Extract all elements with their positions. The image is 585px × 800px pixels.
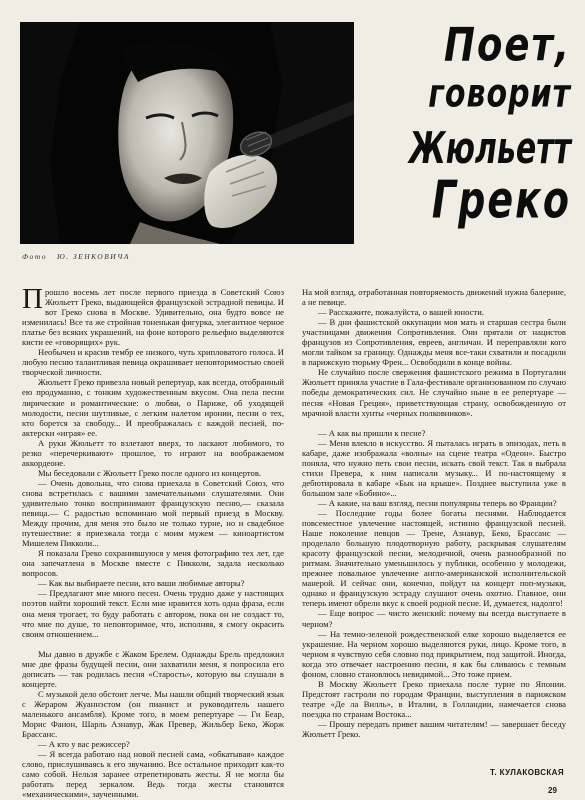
paragraph-text: Мы беседовали с Жюльетт Греко после одного из концертов. xyxy=(38,467,262,478)
paragraph xyxy=(302,629,566,679)
paragraph xyxy=(22,283,284,348)
paragraph-text: Жюльетт Греко привезла новый репертуар, как всегда, отобранный ею продуманно, с тонким художественным вкусом. Она пела песни лирические и романтические: о любви, о Париже, об уходящей молодости, песни шутливые, с легким налетом иронии, песни о тех, кто борется за свободу... И преображалась с каждой песней, по-актерски «играя» ее. xyxy=(22,377,284,438)
paragraph xyxy=(22,578,284,588)
paragraph xyxy=(302,438,566,498)
paragraph xyxy=(302,287,566,307)
paragraph-text: Необычен и красив тембр ее низкого, чуть хрипловатого голоса. И любую песню талантливая певица окрашивает неповторимостью своей творческой личности. xyxy=(22,347,284,378)
photo-image xyxy=(20,22,354,244)
paragraph xyxy=(22,468,284,478)
title-line-4: Греко xyxy=(431,170,571,230)
paragraph-text: — В дни фашистской оккупации моя мать и старшая сестра были участницами движения Сопротивления. Они прятали от нацистов французов из Сопротивления, евреев, англичан. И переправляли кого могли тайком за границу. Однажды меня все-таки схватили и посадили в парижскую тюрьму Френ... Освободили в конце войны. xyxy=(302,317,566,368)
paragraph xyxy=(22,588,284,638)
page-number: 29 xyxy=(548,786,557,795)
paragraph-text: — А какие, на ваш взгляд, песни популярны теперь во Франции? xyxy=(318,497,557,508)
paragraph-text: — Последние годы более богаты песнями. Наблюдается повсеместное увлечение настоящей, истинно французской песней. Наше поколение певцов — Трене, Азнавур, Беко, Брассанс — проделало большую плодотворную работу, раскрывая слушателям красоту французской песни, мелодичной, очень разнообразной по ритмам. Значительно уменьшилось у публики, особенно у молодежи, прежнее повальное увлечение англо-американской исполнительской манерой. И сейчас они, конечно, пойдут на концерт поп-музыки, однако и французскую эстраду слушают очень охотно. Главное, они теперь имеют обрели вкус к своей родной песне. И, думается, надолго! xyxy=(302,507,566,609)
paragraph xyxy=(302,428,566,438)
article-column-left xyxy=(22,283,284,800)
paragraph xyxy=(302,307,566,317)
paragraph-text: Мы давно в дружбе с Жаком Брелем. Однажды Брель предложил мне две фразы будущей песни, они захватили меня, я попросила его дописать — так родилась песня «Старость», которую вы слушали в концерте. xyxy=(22,648,284,689)
paragraph xyxy=(22,749,284,799)
paragraph xyxy=(22,739,284,749)
paragraph-text: — Как вы выбираете песни, кто ваши любимые авторы? xyxy=(38,578,245,589)
paragraph-text: — А как вы пришли к песне? xyxy=(318,427,426,438)
paragraph xyxy=(302,719,566,739)
paragraph xyxy=(22,548,284,578)
photo-singer-with-microphone xyxy=(20,22,354,244)
photo-credit-name: Ю. ЗЕНКОВИЧА xyxy=(56,252,130,261)
paragraph xyxy=(302,508,566,608)
paragraph-gap xyxy=(22,639,284,649)
paragraph-text: — Я всегда работаю над новой песней сама, «обкатывая» каждое слово, прислушиваясь к его звучанию. Все остальное приходит как-то само собой. Нельзя заранее отрепетировать жесты. Я не могла бы работать перед зеркалом. Ведь тогда жесты становятся «механическими», заученными. xyxy=(22,749,284,800)
paragraph xyxy=(22,649,284,689)
article-author: Т. КУЛАКОВСКАЯ xyxy=(490,768,564,777)
paragraph xyxy=(302,608,566,628)
paragraph-text: Я показала Греко сохранившуюся у меня фотографию тех лет, где она запечатлена в Москве вместе с Пикколи, задала несколько вопросов. xyxy=(22,548,284,579)
paragraph-text: — А кто у вас режиссер? xyxy=(38,739,130,750)
paragraph-text: — Предлагают мне много песен. Очень трудно даже у настоящих поэтов найти хороший текст. Если мне нравится хоть одна фраза, если она меня трогает, то буду работать с автором, пока он не создаст то, что мне по душе, то неповторимое, что, исполняя, я смогу окрасить своим отношением... xyxy=(22,588,284,639)
paragraph xyxy=(22,478,284,548)
paragraph-text: — Еще вопрос — чисто женский: почему вы всегда выступаете в черном? xyxy=(302,608,566,629)
paragraph xyxy=(22,689,284,739)
paragraph-text: — Очень довольна, что снова приехала в Советский Союз, что снова встретилась с вашими замечательными слушателями. Они удивительно тонко воспринимают французскую песню,— сказала певица.— С радостью вспоминаю мой первый приезд в Москву. Между прочим, для меня это было не только турне, но и свадебное путешествие: я приезжала тогда с моим мужем — киноартистом Мишелем Пикколи... xyxy=(22,477,284,549)
paragraph-text: А руки Жюльетт то взлетают вверх, то ласкают любимого, то резко «перечеркивают» прошлое, то играют на воображаемом аккордеоне. xyxy=(22,437,284,468)
paragraph-text: — Расскажите, пожалуйста, о вашей юности. xyxy=(318,307,484,318)
paragraph xyxy=(22,438,284,468)
photo-credit xyxy=(22,252,352,261)
paragraph xyxy=(22,377,284,437)
paragraph-text: — Меня влекло в искусство. Я пыталась играть в эпизодах, петь в кабаре, даже изображала «волны» на сцене театра «Одеон». Быстро поняла, что нужно петь свои песни, искать свой текст. Так я выбрала стихи Превера, к ним написали музыку... И по-настоящему я дебютировала в кабаре «Бык на крыше». Позднее выступила уже в большом зале «Бобино»... xyxy=(302,437,566,498)
paragraph-text: С музыкой дело обстоит легче. Мы нашли общий творческий язык с Жераром Жуаннэстом (он пианист и руководитель нашего маленького ансамбля). Кроме того, в моем репертуаре — Ги Беар, Морис Фанон, Шарль Азнавур, Жак Превер, Жильбер Беко, Жорж Брассанс. xyxy=(22,688,284,740)
paragraph xyxy=(302,317,566,367)
paragraph-text: На мой взгляд, отработанная повторяемость движений нужна балерине, а не певице. xyxy=(302,287,566,308)
paragraph xyxy=(302,367,566,417)
article-column-right xyxy=(302,287,566,739)
paragraph-text: — Прошу передать привет вашим читателям! — завершает беседу Жюльетт Греко. xyxy=(302,718,566,740)
paragraph-gap xyxy=(302,418,566,428)
paragraph xyxy=(302,679,566,719)
title-line-3: Жюльетт xyxy=(409,123,571,175)
paragraph xyxy=(22,347,284,377)
drop-cap: П xyxy=(22,283,43,315)
title-line-1: Поет, xyxy=(444,18,571,72)
paragraph-text: Не случайно после свержения фашистского режима в Португалии Жюльетт приняла участие в Гала-фестивале организованном по случаю победы демократических сил. Не случайно ныне в ее репертуаре — песня «Новая Греция», приветствующая страну, освобожденную от мрачной власти хунты «черных полковников». xyxy=(302,367,566,418)
paragraph-text: — На темно-зеленой рождественской елке хорошо выделяется ее украшение. На черном хорошо выделяются руки, лицо. Кроме того, в черном я чувствую себя словно под прикрытием, под защитой. Иногда, когда это отвечает настроению песни, я как бы сливаюсь с темным фоном, словно становлюсь невидимой... Это тоже прием. xyxy=(302,628,566,679)
paragraph-text: В Москву Жюльетт Греко приехала после турне по Японии. Предстоят гастроли по городам Франции, выступления в парижском театре «Де ла Вилль», в Италии, в Голландии, намечается снова поездка по странам Востока... xyxy=(302,678,566,719)
photo-credit-label: Фото xyxy=(22,252,47,261)
article-title xyxy=(366,18,571,248)
paragraph-text: рошло восемь лет после первого приезда в Советский Союз Жюльетт Греко, выдающейся французской эстрадной певицы. И вот Греко снова в Москве. Удивительно, она будто вовсе не изменилась! Все та же стройная тоненькая фигурка, элегантное черное платье без всяких украшений, на фоне которого рельефно выделяются кисти ее «говорящих» рук. xyxy=(22,287,284,348)
title-line-2: говорит xyxy=(428,71,571,117)
paragraph xyxy=(302,498,566,508)
